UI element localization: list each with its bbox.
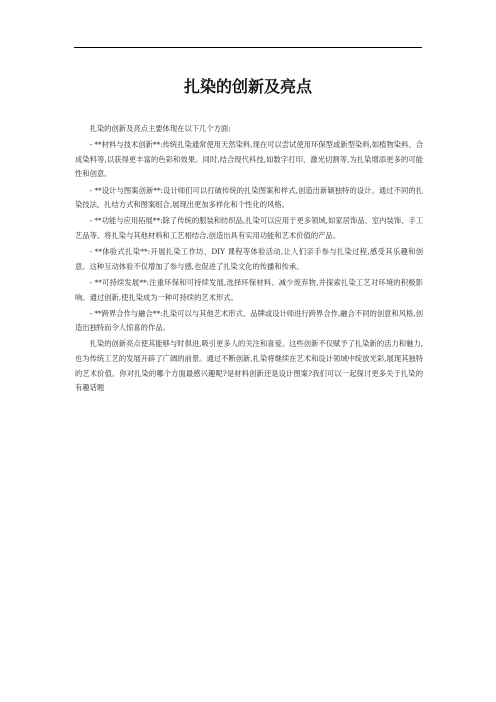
conclusion-paragraph: 扎染的创新亮点使其能够与时俱进,吸引更多人的关注和喜爱。这些创新不仅赋予了扎染新的活力和魅力,也为传统工艺的发展开辟了广阔的前景。通过不断创新,扎染将继续在艺术和设计领域中绽放光彩,展现其独特的艺术价值。你对扎染的哪个方面最感兴趣呢?是材料创新还是设计图案?我们可以一起探讨更多关于扎染的有趣话题 [75, 339, 423, 393]
sustainability-paragraph: - **可持续发展**:注重环保和可持续发展,选择环保材料、减少废弃物,并探索扎染工艺对环境的积极影响。通过创新,使扎染成为一种可持续的艺术形式。 [75, 277, 423, 302]
header-rule [74, 47, 422, 48]
experiential-paragraph: - **体验式扎染**:开展扎染工作坊、DIY 课程等体验活动,让人们亲手参与扎染过程,感受其乐趣和创意。这种互动体验不仅增加了参与感,也促进了扎染文化的传播和传承。 [75, 247, 423, 271]
document-body [75, 122, 423, 397]
document-title: 扎染的创新及亮点 [183, 77, 312, 96]
intro-paragraph: 扎染的创新及亮点主要体现在以下几个方面: [89, 124, 231, 133]
materials-technology-paragraph: - **材料与技术创新**:传统扎染通常使用天然染料,现在可以尝试使用环保型或新型染料,如植物染料、合成染料等,以获得更丰富的色彩和效果。同时,结合现代科技,如数字打印、激光切割等,为扎染增添更多的可能性和创意。 [75, 140, 423, 179]
design-pattern-paragraph: - **设计与图案创新**:设计师们可以打破传统的扎染图案和样式,创造出新颖独特的设计。通过不同的扎染技法、扎结方式和图案组合,展现出更加多样化和个性化的风格。 [75, 185, 423, 210]
function-application-paragraph: - **功能与应用拓展**:除了传统的服装和纺织品,扎染可以应用于更多领域,如家居饰品、室内装饰、手工艺品等。将扎染与其他材料和工艺相结合,创造出具有实用功能和艺术价值的产品。 [75, 216, 423, 240]
crossover-paragraph: - **跨界合作与融合**:扎染可以与其他艺术形式、品牌或设计师进行跨界合作,融合不同的创意和风格,创造出独特而令人惊喜的作品。 [75, 308, 423, 333]
